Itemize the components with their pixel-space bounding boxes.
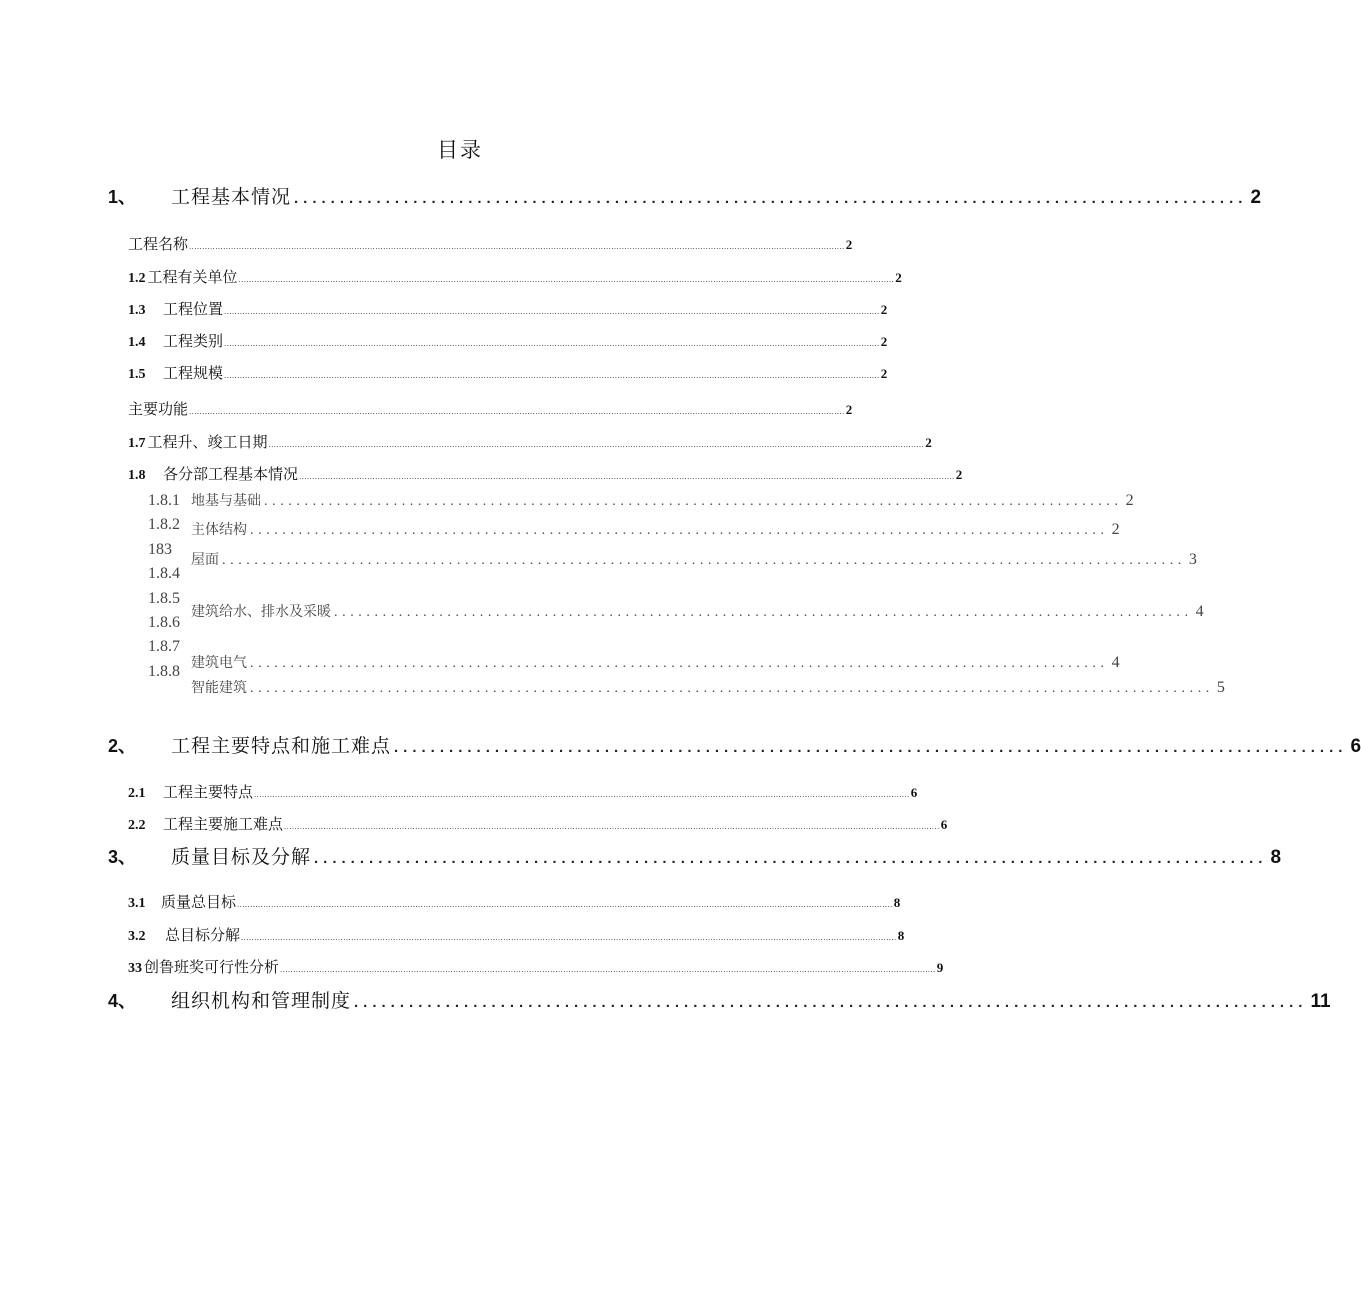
toc-page-number: 8 [897,928,905,943]
toc-number: 1.5 [128,367,146,382]
subsection-number: 183 [148,541,172,558]
toc-title: 工程有关单位 [147,268,238,286]
toc-leader: .......................................................................................................................................................................................................................................................... [237,900,893,909]
subsection-number: 1.8.5 [148,590,180,607]
toc-leader: .......................................................................................................................................................................................................................................................... [224,307,880,316]
toc-title: 各分部工程基本情况 [163,465,299,483]
toc-leader: ........................................................................................................ [294,190,1248,207]
toc-page-number: 2 [845,402,853,417]
page-title: 目录 [437,138,483,162]
toc-entry-2-2[interactable] [128,813,948,834]
toc-page-number: 6 [940,817,948,832]
toc-leader: ........................................................................................................ [314,850,1268,867]
toc-title: 主要功能 [128,400,189,418]
toc-title: 工程升、竣工日期 [147,433,268,451]
toc-leader: .......................................................................................................... [250,523,1109,538]
toc-entry-1-1[interactable] [128,233,853,254]
toc-page-number: 4 [1195,603,1204,620]
toc-leader: .......................................................................................................................................................................................................................................................... [284,822,940,831]
toc-number: 3.2 [128,929,146,944]
toc-entry-3-1[interactable] [128,891,901,912]
toc-entry-1-8-3[interactable] [191,549,1197,569]
toc-leader: .......................................................................................................................................................................................................................................................... [241,933,897,942]
toc-title: 总目标分解 [165,926,241,944]
toc-title: 工程主要特点 [163,783,254,801]
toc-leader: .......................................................................................................................................................................................................................................................... [224,339,880,348]
toc-entry-chapter-4[interactable] [108,986,1331,1013]
toc-page-number: 2 [1111,521,1120,538]
toc-leader: .......................................................................................................................................................................................................................................................... [268,440,925,449]
toc-leader: ....................................................................................................................... [250,681,1214,696]
toc-page-number: 11 [1310,991,1331,1012]
toc-leader: .......................................................................................................... [264,494,1123,509]
toc-page-number: 2 [880,334,888,349]
toc-title: 智能建筑 [191,680,247,696]
toc-title: 屋面 [191,552,219,568]
toc-leader: .......................................................................................................................................................................................................................................................... [224,371,880,380]
toc-number: 1.3 [128,303,146,318]
toc-page-number: 8 [893,895,901,910]
toc-title: 工程主要施工难点 [163,815,284,833]
toc-page-number: 2 [955,467,963,482]
toc-number: 4、 [108,991,137,1011]
subsection-number: 1.8.8 [148,663,180,680]
toc-number: 1、 [108,187,137,207]
toc-entry-chapter-3[interactable] [108,842,1282,869]
toc-entry-3-2[interactable] [128,924,905,945]
toc-entry-1-8[interactable] [128,463,963,484]
toc-title: 工程基本情况 [171,186,292,208]
toc-leader: ....................................................................................................................... [222,553,1186,568]
toc-number: 1.7 [128,436,146,451]
toc-page-number: 2 [880,366,888,381]
toc-number: 2.1 [128,786,146,801]
toc-page-number: 2 [880,302,888,317]
toc-leader: .......................................................................................................................................................................................................................................................... [254,790,910,799]
subsection-number: 1.8.7 [148,638,180,655]
toc-entry-1-3[interactable] [128,298,888,319]
toc-entry-chapter-2[interactable] [108,731,1361,758]
toc-leader: .......................................................................................................... [250,656,1109,671]
toc-page-number: 5 [1216,679,1225,696]
toc-title: 质量目标及分解 [171,846,312,868]
toc-page-number: 6 [910,785,918,800]
toc-title: 创鲁班奖可行性分析 [144,958,280,976]
toc-page-number: 2 [845,237,853,252]
subsection-number: 1.8.2 [148,516,180,533]
subsection-number: 1.8.6 [148,614,180,631]
toc-leader: ........................................................................................................ [354,994,1308,1011]
toc-leader: .......................................................................................................................................................................................................................................................... [299,472,955,481]
toc-leader: .......................................................................................................................................................................................................................................................... [189,407,845,416]
toc-title: 质量总目标 [161,893,237,911]
toc-page-number: 2 [925,435,932,450]
toc-entry-1-7[interactable] [128,431,932,452]
toc-title: 建筑电气 [191,655,247,671]
toc-title: 组织机构和管理制度 [171,990,352,1012]
toc-entry-1-5[interactable] [128,362,888,383]
toc-number: 1.2 [128,271,146,286]
toc-entry-chapter-1[interactable] [108,182,1262,209]
toc-page-number: 4 [1111,654,1120,671]
toc-leader: .......................................................................................................................................................................................................................................................... [280,965,936,974]
toc-leader: .......................................................................................................................................................................................................................................................... [238,275,895,284]
toc-title: 工程位置 [163,300,224,318]
toc-leader: ........................................................................................................ [394,739,1348,756]
subsection-number: 1.8.1 [148,492,180,509]
toc-title: 地基与基础 [191,493,261,509]
toc-leader: .......................................................................................................... [334,605,1193,620]
toc-entry-1-8-7[interactable] [191,652,1120,672]
toc-page-number: 9 [936,960,944,975]
toc-entry-1-8-2[interactable] [191,519,1120,539]
toc-entry-1-2[interactable] [128,266,902,287]
toc-number: 1.8 [128,468,146,483]
toc-title: 工程主要特点和施工难点 [171,735,392,757]
toc-page-number: 2 [895,270,902,285]
toc-page-number: 3 [1188,551,1197,568]
toc-title: 主体结构 [191,522,247,538]
toc-entry-2-1[interactable] [128,781,918,802]
toc-entry-1-8-5[interactable] [191,601,1204,621]
toc-entry-3-3[interactable] [128,956,944,977]
toc-entry-1-8-1[interactable] [191,490,1134,510]
toc-leader: .......................................................................................................................................................................................................................................................... [189,242,845,251]
toc-entry-1-6[interactable] [128,398,853,419]
toc-number: 1.4 [128,335,146,350]
toc-entry-1-8-8[interactable] [191,677,1225,697]
toc-title: 工程名称 [128,235,189,253]
toc-entry-1-4[interactable] [128,330,888,351]
toc-number: 3、 [108,847,137,867]
toc-number: 2、 [108,736,137,756]
toc-title: 工程类别 [163,332,224,350]
toc-page-number: 6 [1350,736,1361,757]
toc-title: 工程规模 [163,364,224,382]
toc-page-number: 2 [1125,492,1134,509]
toc-title: 建筑给水、排水及采暖 [191,604,331,620]
toc-page-number: 2 [1250,187,1262,208]
subsection-number: 1.8.4 [148,565,180,582]
toc-page-number: 8 [1270,847,1282,868]
toc-number: 2.2 [128,818,146,833]
toc-number: 3.1 [128,896,146,911]
toc-number: 33 [128,961,142,976]
